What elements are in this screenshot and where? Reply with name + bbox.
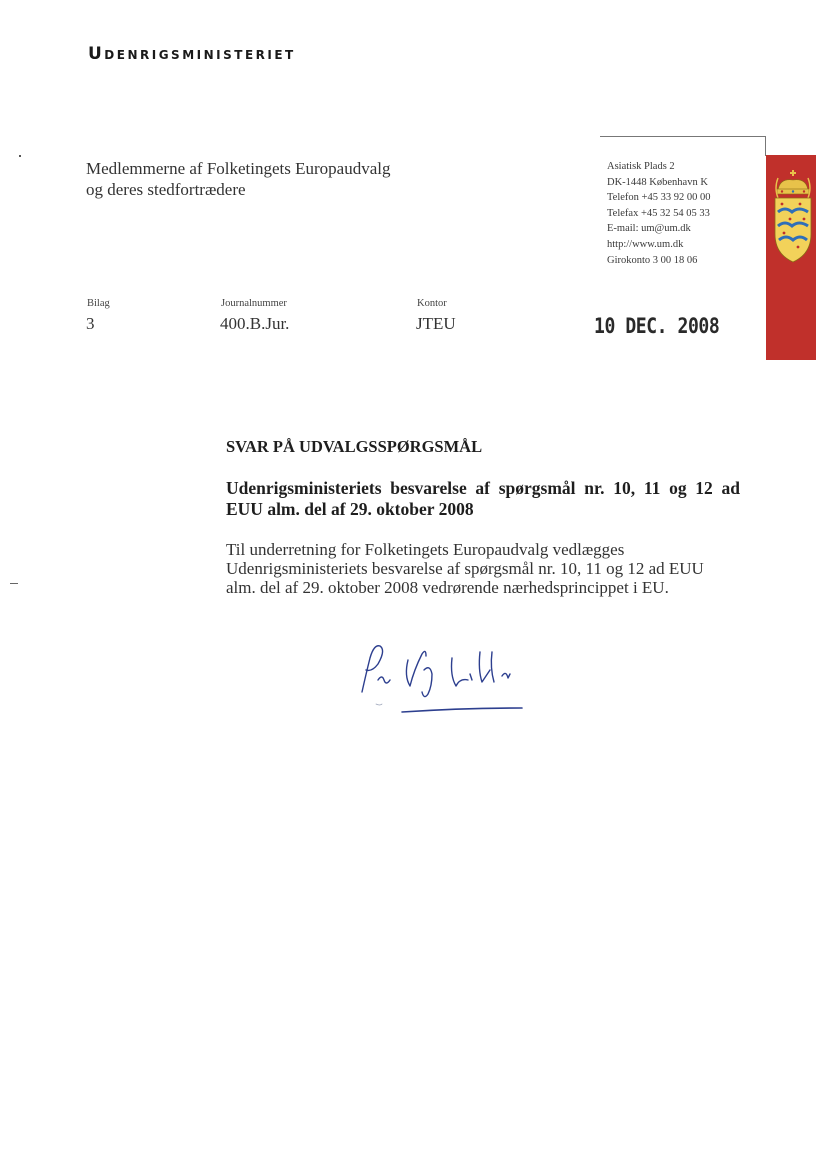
journal-label: Journalnummer [221,298,287,309]
shield-icon [775,198,811,262]
subject-line-1: Udenrigsministeriets besvarelse af spørgsmål nr. 10, 11 og 12 ad [226,478,740,498]
ministry-name: Udenrigsministeriet [88,44,296,64]
address-email: E-mail: um@um.dk [607,223,691,235]
body-line-3: alm. del af 29. oktober 2008 vedrørende nærhedsprincippet i EU. [226,578,669,597]
recipient-line-2: og deres stedfortrædere [86,180,246,199]
address-block [607,159,710,268]
address-rule [600,136,766,137]
kontor-value: JTEU [416,314,456,333]
letter-body [226,540,704,597]
scan-speck [19,155,21,157]
kontor-label: Kontor [417,298,447,309]
letter-subject [226,478,740,520]
danish-coat-of-arms-icon [770,168,814,274]
address-city: DK-1448 København K [607,176,708,188]
handwritten-signature [352,630,542,720]
journal-value: 400.B.Jur. [220,314,290,333]
body-line-1: Til underretning for Folketingets Europaudvalg vedlægges [226,540,625,559]
address-giro: Girokonto 3 00 18 06 [607,254,698,266]
crown-icon [776,170,810,198]
letter-heading: SVAR PÅ UDVALGSSPØRGSMÅL [226,437,483,456]
subject-line-2: EUU alm. del af 29. oktober 2008 [226,499,474,519]
address-rule-vertical [765,136,766,156]
address-phone: Telefon +45 33 92 00 00 [607,192,711,204]
date-stamp: 10 DEC. 2008 [594,314,720,338]
bilag-value: 3 [86,314,95,333]
address-fax: Telefax +45 32 54 05 33 [607,207,710,219]
address-web: http://www.um.dk [607,238,684,250]
address-street: Asiatisk Plads 2 [607,161,675,172]
scan-mark [10,583,18,584]
bilag-label: Bilag [87,298,110,309]
recipient-block [86,158,391,200]
body-line-2: Udenrigsministeriets besvarelse af spørgsmål nr. 10, 11 og 12 ad EUU [226,559,704,578]
recipient-line-1: Medlemmerne af Folketingets Europaudvalg [86,159,391,178]
